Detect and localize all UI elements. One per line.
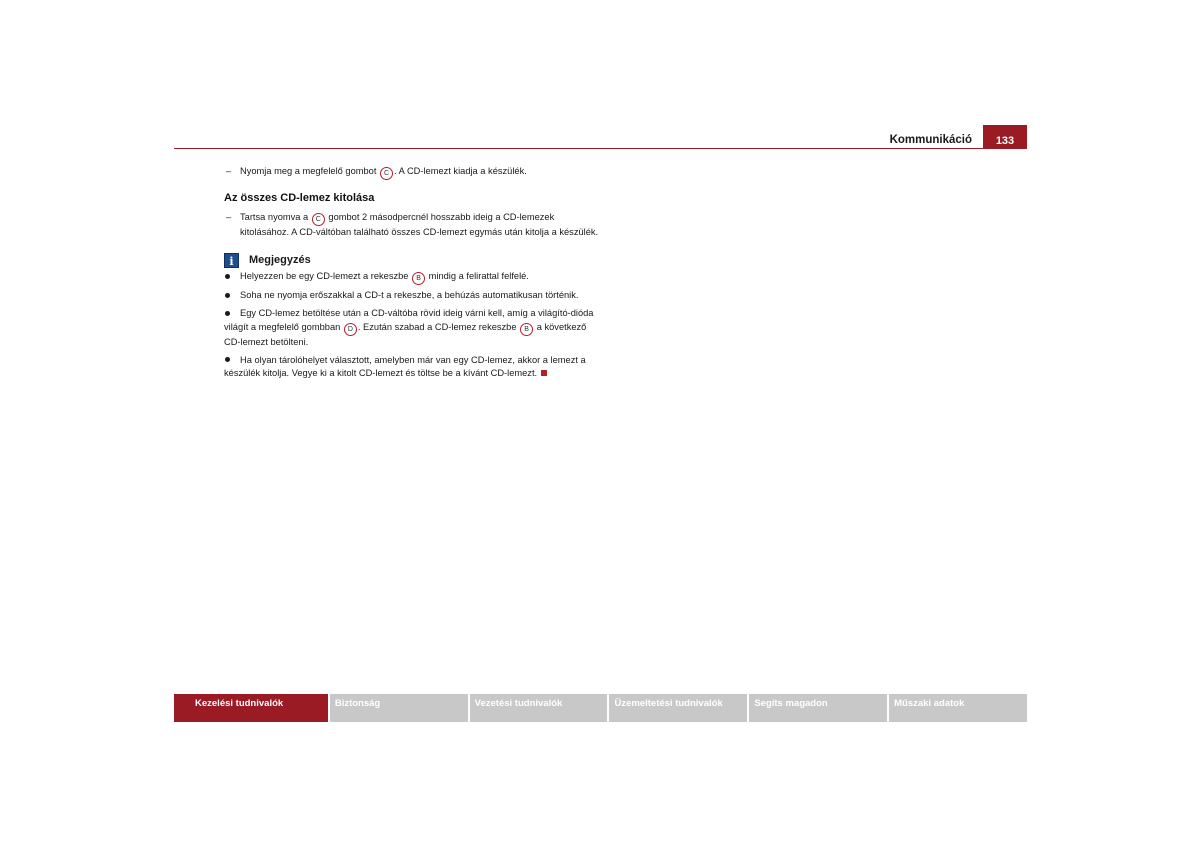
- note-bullet: [224, 270, 599, 285]
- page-number: 133: [995, 135, 1015, 147]
- bullet-text: a következő CD-lemezt betölteni.: [224, 321, 587, 347]
- button-c-ref-icon: C: [312, 213, 325, 226]
- footer-nav: [174, 694, 1027, 722]
- note-title: Megjegyzés: [249, 254, 311, 267]
- note-header: [224, 253, 599, 268]
- instruction-text: gombot 2 másodpercnél hosszabb ideig a CD-lemezek kitolásához. A CD-váltóban található összes CD-lemezt egymás után kitolja a készülék.: [240, 211, 599, 237]
- bullet-dot-icon: [225, 357, 230, 362]
- tab-segits-magadon[interactable]: Segíts magadon: [749, 694, 887, 722]
- instruction-eject-all: [224, 211, 599, 240]
- dash-marker: –: [226, 166, 232, 176]
- dash-marker: –: [226, 211, 232, 222]
- page-number-box: [983, 125, 1027, 149]
- bullet-text: Helyezzen be egy CD-lemezt a rekeszbe: [240, 271, 409, 282]
- end-square-icon: [541, 370, 547, 376]
- bullet-dot-icon: [225, 293, 230, 298]
- bullet-text: mindig a felirattal felfelé.: [428, 271, 529, 282]
- header-rule: [174, 148, 983, 149]
- slot-b-ref-icon: B: [412, 272, 425, 285]
- note-bullet: [224, 289, 599, 303]
- section-title: Kommunikáció: [889, 134, 972, 146]
- instruction-text: Nyomja meg a megfelelő gombot: [240, 166, 377, 176]
- bullet-text: Soha ne nyomja erőszakkal a CD-t a rekeszbe, a behúzás automatikusan történik.: [240, 290, 579, 301]
- tab-uzemeltetesi-tudnivalok[interactable]: Üzemeltetési tudnivalók: [609, 694, 747, 722]
- bullet-text: . Ezután szabad a CD-lemez rekeszbe: [357, 321, 517, 332]
- info-icon: i: [224, 253, 239, 268]
- subheading: Az összes CD-lemez kitolása: [224, 192, 375, 204]
- tab-muszaki-adatok[interactable]: Műszaki adatok: [889, 694, 1027, 722]
- tab-kezelesi-tudnivalok[interactable]: Kezelési tudnivalók: [174, 694, 328, 722]
- slot-b-ref-icon: B: [520, 323, 533, 336]
- tab-vezetesi-tudnivalok[interactable]: Vezetési tudnivalók: [470, 694, 608, 722]
- bullet-dot-icon: [225, 274, 230, 279]
- bullet-text: Ha olyan tárolóhelyet választott, amelyben már van egy CD-lemez, akkor a lemezt a készülék kitolja. Vegye ki a kitolt CD-lemezt és töltse be a kívánt CD-lemezt.: [224, 354, 586, 379]
- bullet-text: Egy CD-lemez betöltése után a CD-váltóba rövid ideig várni kell, amíg a világító-dióda világít a megfelelő gombban: [224, 308, 594, 332]
- tab-biztonsag[interactable]: Biztonság: [330, 694, 468, 722]
- instruction-eject: [224, 165, 599, 180]
- bullet-dot-icon: [225, 311, 230, 316]
- button-c-ref-icon: C: [380, 167, 393, 180]
- instruction-text: . A CD-lemezt kiadja a készülék.: [394, 166, 527, 176]
- button-d-ref-icon: D: [344, 323, 357, 336]
- note-bullet: [224, 307, 599, 349]
- instruction-text: Tartsa nyomva a: [240, 211, 309, 222]
- page-content: [224, 165, 599, 385]
- note-bullet: [224, 354, 599, 381]
